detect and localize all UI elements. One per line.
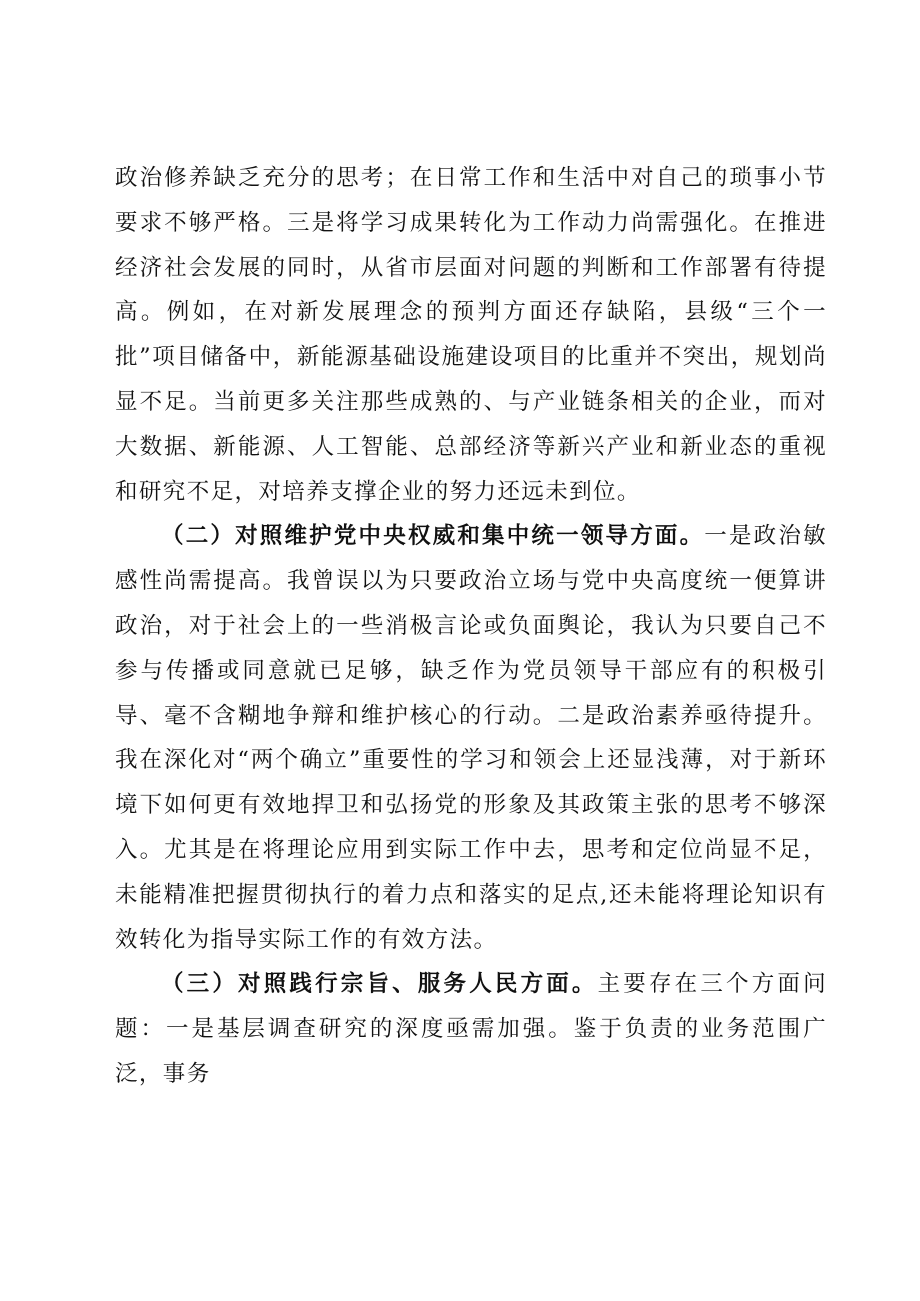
paragraph-2 xyxy=(115,514,827,962)
paragraph-2-heading: （二）对照维护党中央权威和集中统一领导方面。 xyxy=(161,523,705,550)
paragraph-3-text: 主要存在三个方面问题：一是基层调查研究的深度亟需加强。鉴于负责的业务范围广泛，事务 xyxy=(115,971,827,1087)
paragraph-3 xyxy=(115,962,827,1096)
document-body xyxy=(115,156,827,1097)
paragraph-1-text: 政治修养缺乏充分的思考；在日常工作和生活中对自己的琐事小节要求不够严格。三是将学习成果转化为工作动力尚需强化。在推进经济社会发展的同时，从省市层面对问题的判断和工作部署有待提高。例如，在对新发展理念的预判方面还存缺陷，县级“三个一批”项目储备中，新能源基础设施建设项目的比重并不突出，规划尚显不足。当前更多关注那些成熟的、与产业链条相关的企业，而对大数据、新能源、人工智能、总部经济等新兴产业和新业态的重视和研究不足，对培养支撑企业的努力还远未到位。 xyxy=(115,165,827,505)
paragraph-3-heading: （三）对照践行宗旨、服务人民方面。 xyxy=(161,971,598,998)
paragraph-1 xyxy=(115,156,827,514)
paragraph-2-text: 一是政治敏感性尚需提高。我曾误以为只要政治立场与党中央高度统一便算讲政治，对于社会上的一些消极言论或负面舆论，我认为只要自己不参与传播或同意就已足够，缺乏作为党员领导干部应有的积极引导、毫不含糊地争辩和维护核心的行动。二是政治素养亟待提升。我在深化对“两个确立”重要性的学习和领会上还显浅薄，对于新环境下如何更有效地捍卫和弘扬党的形象及其政策主张的思考不够深入。尤其是在将理论应用到实际工作中去，思考和定位尚显不足，未能精准把握贯彻执行的着力点和落实的足点,还未能将理论知识有效转化为指导实际工作的有效方法。 xyxy=(115,523,827,953)
